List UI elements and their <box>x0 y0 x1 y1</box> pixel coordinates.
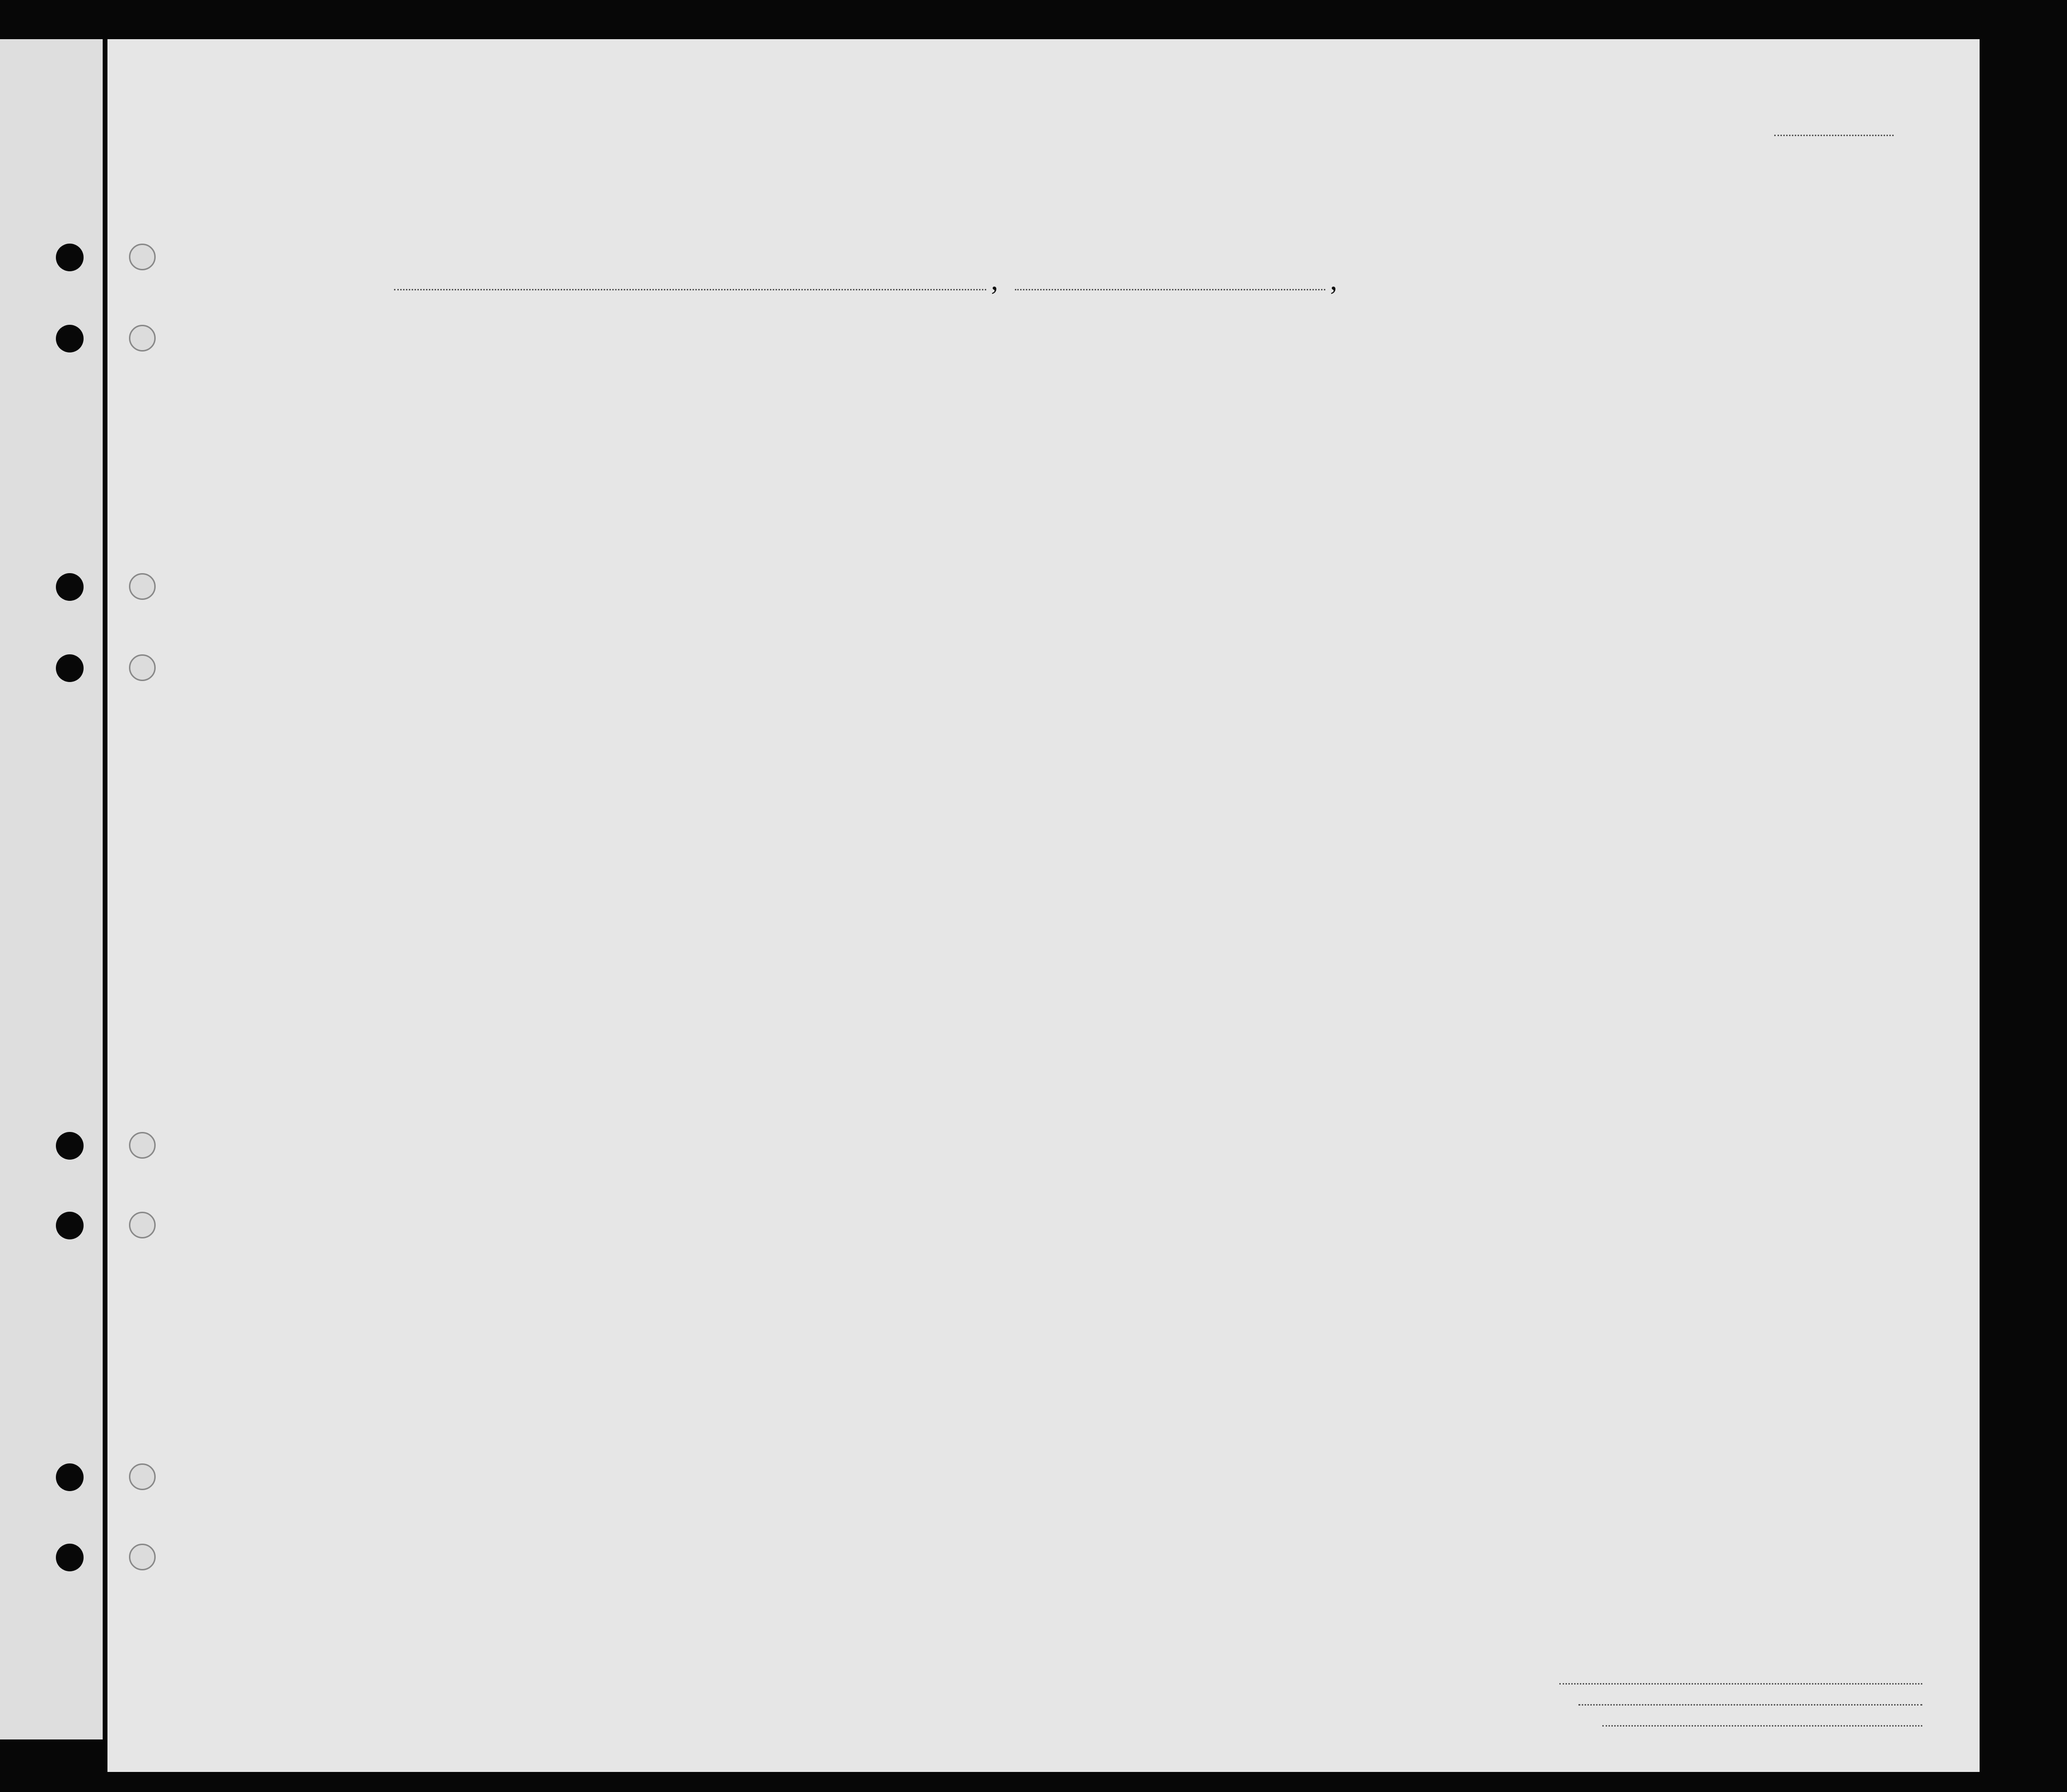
binder-hole-8 <box>56 1544 84 1571</box>
binder-hole-1 <box>56 244 84 271</box>
binder-hole-4 <box>56 654 84 682</box>
binder-ring-6 <box>129 1212 156 1238</box>
agents-field <box>1602 1725 1922 1727</box>
owners-field <box>1578 1704 1922 1706</box>
binder-ring-2 <box>129 325 156 352</box>
binder-hole-3 <box>56 573 84 601</box>
binder-hole-7 <box>56 1463 84 1491</box>
binder-ring-8 <box>129 1544 156 1570</box>
comma-1: , <box>991 264 998 296</box>
left-page-strip <box>0 39 103 1739</box>
line-field <box>1559 1683 1922 1685</box>
form-grid <box>107 39 1980 1772</box>
comma-2: , <box>1330 264 1337 296</box>
manifest-sheet <box>107 39 1980 1772</box>
binder-hole-5 <box>56 1132 84 1160</box>
binder-ring-4 <box>129 654 156 681</box>
binder-ring-7 <box>129 1463 156 1490</box>
binder-ring-5 <box>129 1132 156 1159</box>
binder-hole-6 <box>56 1212 84 1239</box>
binder-ring-3 <box>129 573 156 600</box>
binder-ring-1 <box>129 244 156 270</box>
binder-hole-2 <box>56 325 84 352</box>
